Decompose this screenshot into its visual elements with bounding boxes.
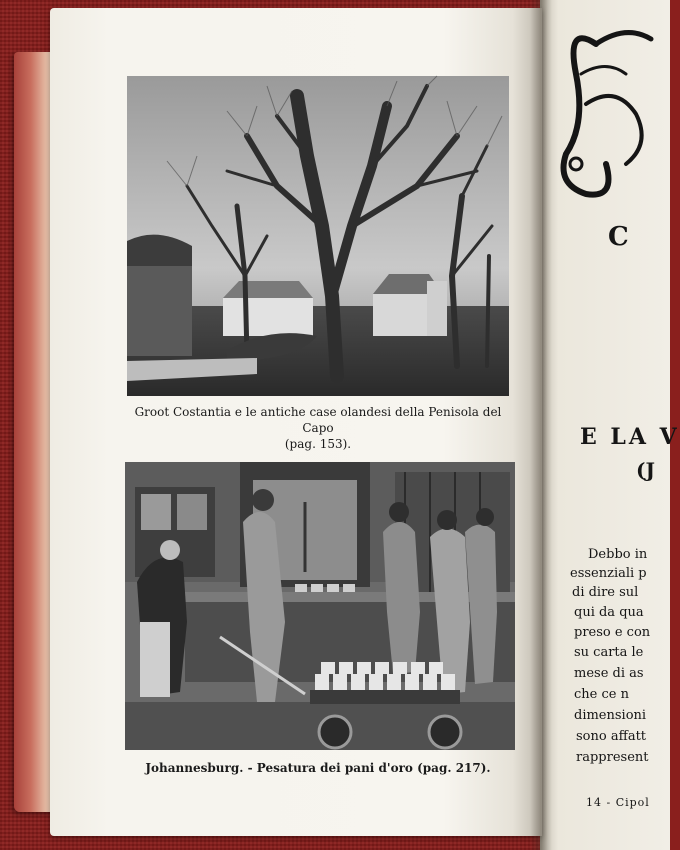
photo-gold-weighing xyxy=(125,462,515,750)
decorative-initial-ornament xyxy=(556,14,656,204)
body-text-line: Debbo in xyxy=(588,547,648,562)
caption-line-1: Groot Costantia e le antiche case olandesi della Penisola del Capo xyxy=(134,405,502,435)
body-text-line: mese di as xyxy=(574,666,644,681)
chapter-initial: C xyxy=(608,222,631,252)
body-text-line: rappresent xyxy=(576,750,649,765)
page-footer-signature: 14 - Cipol xyxy=(586,796,650,809)
body-text-line: dimensioni xyxy=(574,708,647,723)
body-text-line: essenziali p xyxy=(570,566,647,581)
body-text-line: su carta le xyxy=(574,645,644,660)
figure-caption-gold-weighing: Johannesburg. - Pesatura dei pani d'oro (pag. 217). xyxy=(145,761,491,775)
photo-gold-weighing-image xyxy=(125,462,515,750)
book-gutter xyxy=(530,0,552,850)
photo-groot-costantia xyxy=(127,76,509,396)
body-text-line: di dire sul xyxy=(572,585,639,600)
figure-caption-groot-costantia xyxy=(118,404,518,452)
body-text-line: qui da qua xyxy=(574,605,644,620)
caption-line-2: (pag. 153). xyxy=(284,437,352,451)
chapter-subheading: (J xyxy=(636,458,655,482)
body-text-line: che ce n xyxy=(574,687,629,702)
body-text-line: sono affatt xyxy=(576,729,647,744)
body-text-line: preso e con xyxy=(574,625,651,640)
chapter-heading: E LA V xyxy=(580,424,680,450)
photo-groot-costantia-image xyxy=(127,76,509,396)
